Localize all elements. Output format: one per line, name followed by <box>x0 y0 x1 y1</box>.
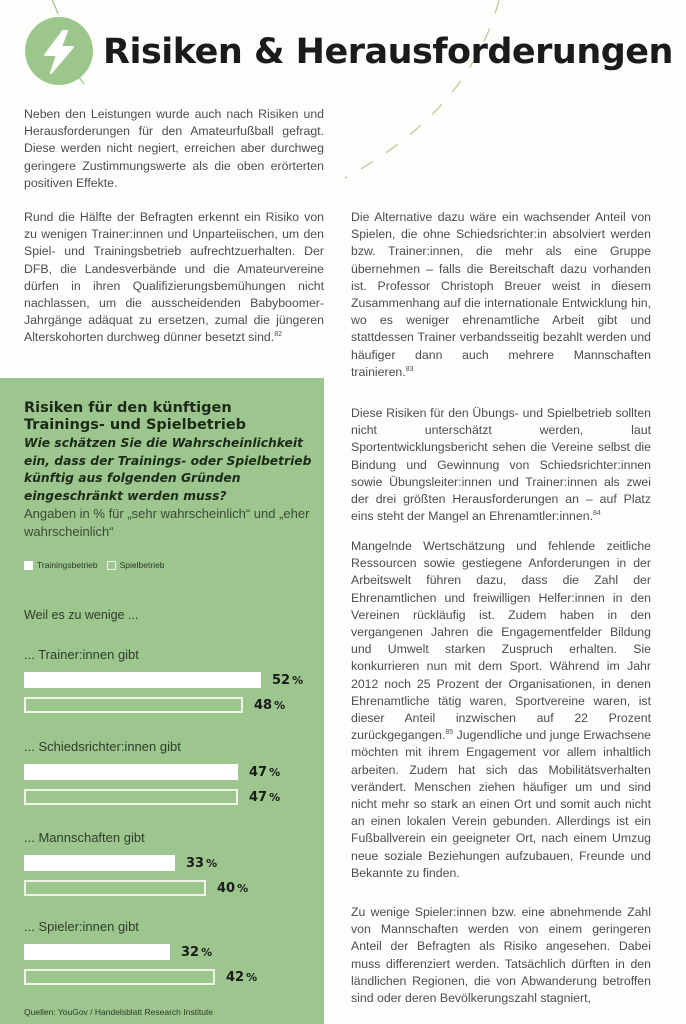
bar-row-training <box>24 854 324 872</box>
bar-group-schiedsrichter <box>24 738 324 806</box>
legend-swatch-outlined <box>107 561 116 570</box>
lightning-bolt-icon <box>25 17 93 85</box>
chart-question: Wie schätzen Sie die Wahrscheinlichkeit ein, dass der Trainings- oder Spielbetrieb künftig aus folgenden Gründen eingeschränkt werden muss? <box>24 436 312 503</box>
legend-item-spiel: Spielbetrieb <box>107 560 165 570</box>
bar-row-spiel <box>24 788 324 806</box>
legend-item-training: Trainingsbetrieb <box>24 560 98 570</box>
body-paragraph-4: Diese Risiken für den Übungs- und Spielbetrieb sollten nicht unterschätzt werden, laut Sportentwicklungsbericht sehen die Vereine selbst die Bindung und Gewinnung von Schiedsrichter:innen sowie Übungsleiter:innen und Trainer:innen als zwei der drei größten Herausforderungen an – auf Platz eins steht der Mangel an Ehrenamtler:innen.$^{84}$ <box>351 406 651 524</box>
bar-value: 32 % <box>181 944 213 960</box>
bar-row-spiel <box>24 879 324 897</box>
chart-legend <box>24 560 174 570</box>
footnote-ref[interactable]: 84 <box>592 510 601 518</box>
bar-row-spiel <box>24 696 324 714</box>
chart-panel <box>0 378 324 1024</box>
bar-value: 48 % <box>254 697 286 713</box>
footnote-ref[interactable]: 85 <box>445 729 454 737</box>
bar-value: 40 % <box>217 880 249 896</box>
page-title: Risiken & Herausforderungen <box>103 32 673 72</box>
body-paragraph-6: Zu wenige Spieler:innen bzw. eine abnehmende Zahl von Mannschaften werden von einem geringeren Anteil der Befragten als Risiko angesehen. Dabei muss differenziert werden. Tatsächlich dürften in den ländlichen Regionen, die von Abwanderung betroffen sind oder deren Bevölkerungszahl stagniert, <box>351 905 651 1006</box>
bar-group-spieler <box>24 918 324 986</box>
body-paragraph-5: Mangelnde Wertschätzung und fehlende zeitliche Ressourcen sowie gestiegene Anforderungen in der Arbeitswelt führen dazu, dass die Zahl der Ehrenamtlichen und freiwilligen Helfer:innen in den Vereinen rückläufig ist. Zudem haben in den vergangenen Jahren die Engagementfelder Bildung und Umwelt starken Zuspruch erhalten. Sie konkurrieren nun mit dem Sport. Während im Jahr 2012 noch 25 Prozent der Organisationen, in denen Ehrenamtliche tätig waren, Sportvereine waren, ist dieser Anteil inzwischen auf 22 Prozent zurückgegangen.$^{85}$ Jugendliche und junge Erwachsene möchten mit ihrem Engagement vor allem inhaltlich arbeiten. Zudem hat sich das Mobilitätsverhalten verändert. Menschen ziehen häufiger um und sind nicht mehr so stark an einen Ort und somit auch nicht an einen lokalen Verein gebunden. Allerdings ist ein Fußballverein ein geeigneter Ort, nach einem Umzug neue soziale Beziehungen aufzubauen, Freunde und Bekannte zu finden. <box>351 539 651 880</box>
chart-unit-note: Angaben in % für „sehr wahrscheinlich“ und „eher wahrscheinlich“ <box>24 506 310 539</box>
legend-swatch-white <box>24 561 33 570</box>
bar-training <box>24 764 238 780</box>
bar-spiel <box>24 880 206 896</box>
bar-training <box>24 944 170 960</box>
bar-value: 47 % <box>249 764 281 780</box>
bar-training <box>24 855 175 871</box>
bar-value: 33 % <box>186 855 218 871</box>
bar-value: 42 % <box>226 969 258 985</box>
bar-row-spiel <box>24 968 324 986</box>
intro-paragraph: Neben den Leistungen wurde auch nach Risiken und Herausforderungen für den Amateurfußball gefragt. Diese werden nicht negiert, erreichen aber durchweg geringere Zustimmungswerte als die oben erörterten positiven Effekte. <box>24 107 324 190</box>
group-label: ... Spieler:innen gibt <box>24 919 139 934</box>
footnote-ref[interactable]: 83 <box>405 365 414 373</box>
chart-source: Quellen: YouGov / Handelsblatt Research Institute <box>24 1007 214 1017</box>
bar-row-training <box>24 763 324 781</box>
bar-spiel <box>24 697 243 713</box>
chart-title: Risiken für den künftigen Trainings- und Spielbetrieb <box>24 400 247 433</box>
bar-row-training <box>24 943 324 961</box>
bar-group-mannschaften <box>24 829 324 897</box>
bar-row-training <box>24 671 324 689</box>
group-label: ... Schiedsrichter:innen gibt <box>24 739 181 754</box>
bar-spiel <box>24 789 238 805</box>
bar-training <box>24 672 261 688</box>
chart-lead-text: Weil es zu wenige ... <box>24 608 139 622</box>
group-label: ... Mannschaften gibt <box>24 830 145 845</box>
bar-spiel <box>24 969 215 985</box>
bar-value: 52 % <box>272 672 304 688</box>
footnote-ref[interactable]: 82 <box>274 331 282 339</box>
bar-value: 47 % <box>249 789 281 805</box>
bar-group-trainer <box>24 646 324 714</box>
body-paragraph-2: Rund die Hälfte der Befragten erkennt ein Risiko von zu wenigen Trainer:innen und Unparteiischen, um den Spiel- und Trainingsbetrieb aufrechtzuerhalten. Der DFB, die Landesverbände und die Amateurvereine dürfen in ihren Qualifizierungsbemühungen nicht nachlassen, um die ausscheidenden Babyboomer-Jahrgänge adäquat zu ersetzen, zumal die jüngeren Alterskohorten durchweg dünner besetzt sind.$^{82}$ <box>24 210 324 345</box>
group-label: ... Trainer:innen gibt <box>24 647 139 662</box>
body-paragraph-3: Die Alternative dazu wäre ein wachsender Anteil von Spielen, die ohne Schiedsrichter:in absolviert werden bzw. Trainer:innen, die mehr als eine Gruppe übernehmen – falls die Bereitschaft dazu vorhanden ist. Professor Christoph Breuer weist in diesem Zusammenhang auf die internationale Entwicklung hin, wo es weniger ehrenamtliche Arbeit gibt und stattdessen Trainer verbandsseitig bezahlt werden und häufiger dann auch mehrere Mannschaften trainieren.$^{83}$ <box>351 210 651 379</box>
